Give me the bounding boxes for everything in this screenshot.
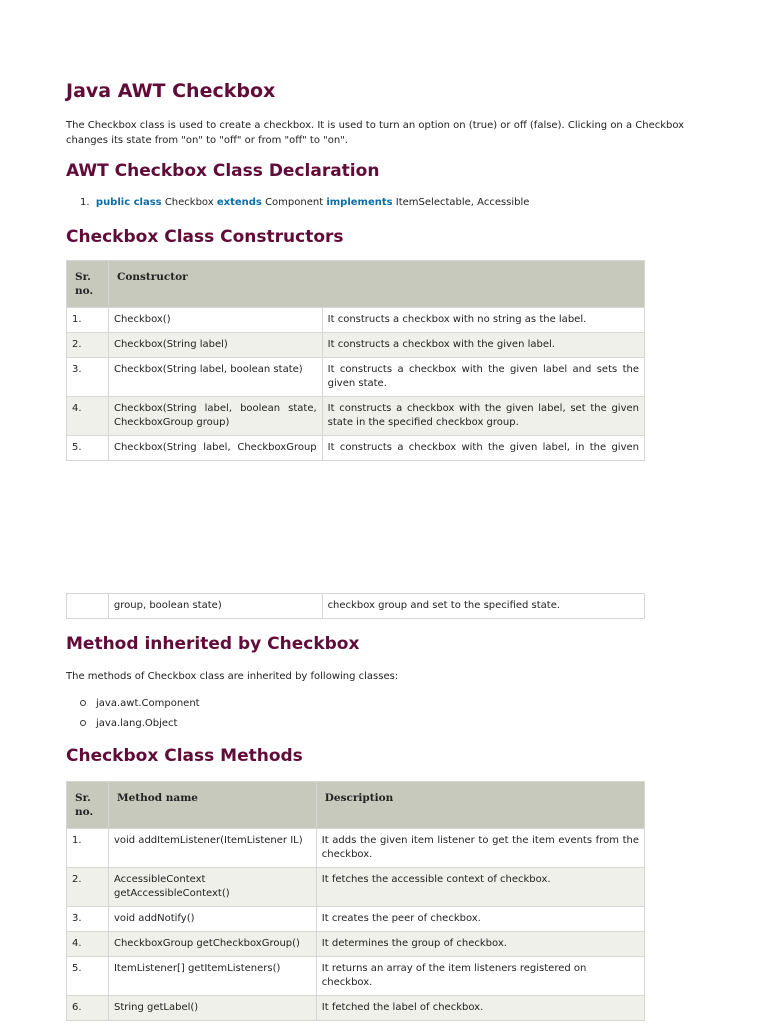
cell-srno: 5. bbox=[67, 436, 109, 461]
inherited-heading: Method inherited by Checkbox bbox=[66, 634, 360, 654]
cell-description: It fetched the label of checkbox. bbox=[316, 996, 644, 1021]
table-header-row bbox=[67, 782, 645, 829]
cell-description: It constructs a checkbox with the given label, set the given state in the specified checkbox group. bbox=[322, 397, 644, 436]
cell-method: void addItemListener(ItemListener IL) bbox=[108, 829, 316, 868]
code-parent-class: Component bbox=[265, 197, 324, 208]
cell-method: void addNotify() bbox=[108, 907, 316, 932]
constructors-table-continued bbox=[66, 593, 645, 619]
column-header-method: Method name bbox=[108, 782, 316, 829]
table-row bbox=[67, 333, 645, 358]
cell-srno: 1. bbox=[67, 829, 109, 868]
cell-srno: 4. bbox=[67, 397, 109, 436]
cell-description: It fetches the accessible context of checkbox. bbox=[316, 868, 644, 907]
list-item: java.lang.Object bbox=[80, 714, 200, 734]
bullet-circle-icon bbox=[80, 700, 86, 706]
cell-constructor: Checkbox() bbox=[108, 308, 322, 333]
methods-heading: Checkbox Class Methods bbox=[66, 746, 303, 766]
cell-constructor: group, boolean state) bbox=[108, 594, 322, 619]
inherited-list bbox=[80, 694, 200, 734]
table-row bbox=[67, 397, 645, 436]
table-row bbox=[67, 996, 645, 1021]
cell-srno: 6. bbox=[67, 996, 109, 1021]
cell-description: It constructs a checkbox with the given label and sets the given state. bbox=[322, 358, 644, 397]
page-title: Java AWT Checkbox bbox=[66, 80, 276, 102]
code-line-number: 1. bbox=[80, 197, 90, 208]
cell-constructor: Checkbox(String label, boolean state) bbox=[108, 358, 322, 397]
cell-description: It constructs a checkbox with the given label. bbox=[322, 333, 644, 358]
table-row bbox=[67, 436, 645, 461]
table-row bbox=[67, 957, 645, 996]
cell-constructor: Checkbox(String label, CheckboxGroup bbox=[108, 436, 322, 461]
cell-srno: 2. bbox=[67, 868, 109, 907]
column-header-constructor: Constructor bbox=[108, 261, 644, 308]
cell-srno: 5. bbox=[67, 957, 109, 996]
declaration-code bbox=[80, 197, 529, 208]
table-row bbox=[67, 308, 645, 333]
cell-method: ItemListener[] getItemListeners() bbox=[108, 957, 316, 996]
code-keyword-extends: extends bbox=[216, 197, 262, 208]
intro-paragraph: The Checkbox class is used to create a checkbox. It is used to turn an option on (true) or off (false). Clicking on a Checkbox changes its state from "on" to "off" or from "off" to "on". bbox=[66, 120, 685, 146]
cell-description: It constructs a checkbox with the given label, in the given bbox=[322, 436, 644, 461]
constructors-heading: Checkbox Class Constructors bbox=[66, 227, 344, 247]
cell-description: It adds the given item listener to get the item events from the checkbox. bbox=[316, 829, 644, 868]
table-row bbox=[67, 829, 645, 868]
cell-description: It constructs a checkbox with no string as the label. bbox=[322, 308, 644, 333]
cell-constructor: Checkbox(String label, boolean state, CheckboxGroup group) bbox=[108, 397, 322, 436]
methods-table bbox=[66, 781, 645, 1021]
inherited-intro: The methods of Checkbox class are inherited by following classes: bbox=[66, 671, 399, 682]
list-item: java.awt.Component bbox=[80, 694, 200, 714]
cell-method: CheckboxGroup getCheckboxGroup() bbox=[108, 932, 316, 957]
code-class-name: Checkbox bbox=[164, 197, 214, 208]
cell-description: checkbox group and set to the specified state. bbox=[322, 594, 644, 619]
table-header-row bbox=[67, 261, 645, 308]
cell-srno: 4. bbox=[67, 932, 109, 957]
bullet-circle-icon bbox=[80, 720, 86, 726]
column-header-srno: Sr. no. bbox=[67, 261, 109, 308]
cell-description: It determines the group of checkbox. bbox=[316, 932, 644, 957]
code-keyword-public-class: public class bbox=[95, 197, 162, 208]
cell-srno: 3. bbox=[67, 358, 109, 397]
cell-srno: 3. bbox=[67, 907, 109, 932]
code-keyword-implements: implements bbox=[326, 197, 393, 208]
cell-method: String getLabel() bbox=[108, 996, 316, 1021]
table-row bbox=[67, 358, 645, 397]
table-row bbox=[67, 932, 645, 957]
cell-srno: 2. bbox=[67, 333, 109, 358]
cell-srno bbox=[67, 594, 109, 619]
cell-description: It creates the peer of checkbox. bbox=[316, 907, 644, 932]
declaration-heading: AWT Checkbox Class Declaration bbox=[66, 161, 380, 181]
cell-method: AccessibleContext getAccessibleContext() bbox=[108, 868, 316, 907]
column-header-description: Description bbox=[316, 782, 644, 829]
cell-srno: 1. bbox=[67, 308, 109, 333]
code-interfaces: ItemSelectable, Accessible bbox=[395, 197, 530, 208]
table-row bbox=[67, 907, 645, 932]
table-row bbox=[67, 868, 645, 907]
constructors-table bbox=[66, 260, 645, 461]
table-row bbox=[67, 594, 645, 619]
column-header-srno: Sr. no. bbox=[67, 782, 109, 829]
cell-constructor: Checkbox(String label) bbox=[108, 333, 322, 358]
cell-description: It returns an array of the item listeners registered on checkbox. bbox=[316, 957, 644, 996]
